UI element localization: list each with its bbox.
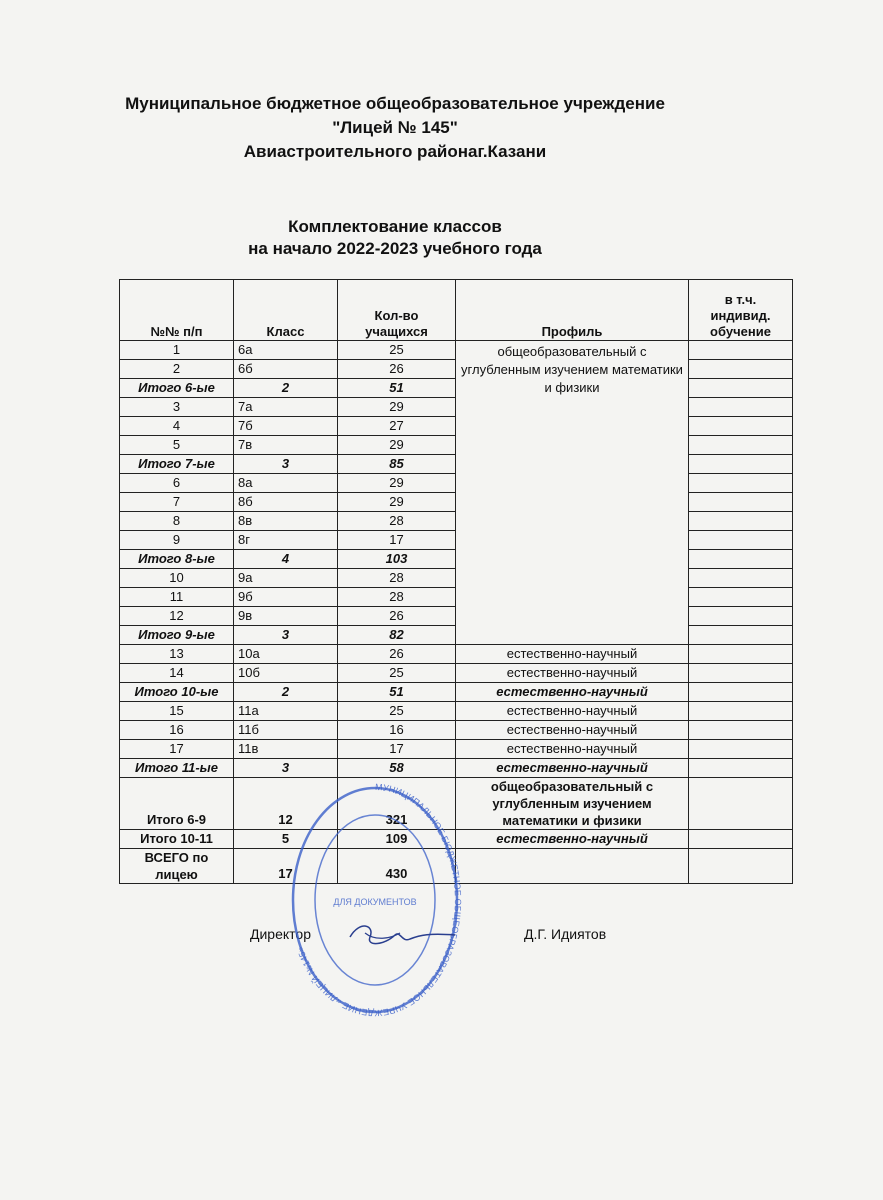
- cell-individual: [689, 398, 793, 417]
- cell-count: 28: [338, 512, 456, 531]
- cell-count: 17: [338, 531, 456, 550]
- header-individual: в т.ч. индивид. обучение: [689, 280, 793, 341]
- cell-profile: [456, 849, 689, 884]
- document-header: [0, 92, 790, 164]
- cell-class: 11а: [234, 702, 338, 721]
- cell-num: 4: [120, 417, 234, 436]
- cell-class: 7а: [234, 398, 338, 417]
- subtotal-label: Итого 11-ые: [120, 759, 234, 778]
- official-stamp-icon: [285, 780, 465, 1020]
- cell-class: 10б: [234, 664, 338, 683]
- cell-individual: [689, 683, 793, 702]
- subtotal-classes: 3: [234, 759, 338, 778]
- cell-class: 6б: [234, 360, 338, 379]
- subtotal-label: Итого 8-ые: [120, 550, 234, 569]
- cell-num: 15: [120, 702, 234, 721]
- director-label: Директор: [250, 926, 311, 942]
- cell-num: 11: [120, 588, 234, 607]
- subtotal-classes: 2: [234, 683, 338, 702]
- svg-text:ДЛЯ ДОКУМЕНТОВ: ДЛЯ ДОКУМЕНТОВ: [333, 897, 417, 907]
- subtotal-row: [120, 683, 793, 702]
- header-count: Кол-во учащихся: [338, 280, 456, 341]
- header-line-1: Муниципальное бюджетное общеобразовательное учреждение: [125, 94, 665, 113]
- subtotal-count: 51: [338, 683, 456, 702]
- subtotal-count: 85: [338, 455, 456, 474]
- cell-class: 6а: [234, 341, 338, 360]
- cell-count: 26: [338, 607, 456, 626]
- cell-count: 29: [338, 493, 456, 512]
- title-line-2: на начало 2022-2023 учебного года: [248, 239, 542, 258]
- cell-individual: [689, 493, 793, 512]
- cell-class: 9б: [234, 588, 338, 607]
- total-classes: 17: [234, 849, 338, 884]
- cell-count: 25: [338, 664, 456, 683]
- cell-individual: [689, 341, 793, 360]
- subtotal-label: Итого 6-ые: [120, 379, 234, 398]
- cell-individual: [689, 360, 793, 379]
- subtotal-classes: 4: [234, 550, 338, 569]
- cell-individual: [689, 417, 793, 436]
- cell-count: 28: [338, 569, 456, 588]
- cell-num: 12: [120, 607, 234, 626]
- cell-num: 3: [120, 398, 234, 417]
- cell-individual: [689, 759, 793, 778]
- cell-profile: естественно-научный: [456, 740, 689, 759]
- cell-individual: [689, 474, 793, 493]
- document-title: [0, 216, 790, 260]
- cell-num: 7: [120, 493, 234, 512]
- table-header-row: [120, 280, 793, 341]
- subtotal-label: Итого 9-ые: [120, 626, 234, 645]
- cell-profile: естественно-научный: [456, 702, 689, 721]
- total-label: Итого 10-11: [120, 830, 234, 849]
- cell-count: 25: [338, 702, 456, 721]
- cell-class: 8а: [234, 474, 338, 493]
- cell-count: 25: [338, 341, 456, 360]
- cell-count: 16: [338, 721, 456, 740]
- table-row: [120, 740, 793, 759]
- cell-individual: [689, 721, 793, 740]
- cell-individual: [689, 740, 793, 759]
- header-num: №№ п/п: [120, 280, 234, 341]
- table-row: [120, 721, 793, 740]
- subtotal-label: Итого 10-ые: [120, 683, 234, 702]
- cell-num: 2: [120, 360, 234, 379]
- subtotal-count: 103: [338, 550, 456, 569]
- cell-count: 26: [338, 645, 456, 664]
- cell-class: 8г: [234, 531, 338, 550]
- cell-count: 29: [338, 436, 456, 455]
- subtotal-profile: естественно-научный: [456, 683, 689, 702]
- header-line-2: "Лицей № 145": [332, 118, 458, 137]
- cell-class: 11б: [234, 721, 338, 740]
- cell-profile: естественно-научный: [456, 721, 689, 740]
- subtotal-classes: 2: [234, 379, 338, 398]
- cell-count: 27: [338, 417, 456, 436]
- cell-individual: [689, 849, 793, 884]
- cell-individual: [689, 664, 793, 683]
- table-row: [120, 341, 793, 360]
- cell-num: 5: [120, 436, 234, 455]
- total-classes: 5: [234, 830, 338, 849]
- header-class: Класс: [234, 280, 338, 341]
- cell-count: 28: [338, 588, 456, 607]
- cell-individual: [689, 512, 793, 531]
- subtotal-label: Итого 7-ые: [120, 455, 234, 474]
- profile-6-9: общеобразовательный с углубленным изучением математики и физики: [456, 341, 689, 645]
- cell-count: 29: [338, 474, 456, 493]
- cell-profile: естественно-научный: [456, 645, 689, 664]
- subtotal-classes: 3: [234, 455, 338, 474]
- subtotal-count: 82: [338, 626, 456, 645]
- cell-class: 11в: [234, 740, 338, 759]
- cell-num: 1: [120, 341, 234, 360]
- cell-class: 9в: [234, 607, 338, 626]
- total-count: 109: [338, 830, 456, 849]
- total-label: Итого 6-9: [120, 778, 234, 830]
- cell-class: 7б: [234, 417, 338, 436]
- cell-class: 7в: [234, 436, 338, 455]
- cell-individual: [689, 436, 793, 455]
- cell-individual: [689, 588, 793, 607]
- cell-num: 9: [120, 531, 234, 550]
- title-line-1: Комплектование классов: [288, 217, 502, 236]
- cell-individual: [689, 550, 793, 569]
- header-profile: Профиль: [456, 280, 689, 341]
- total-label: ВСЕГО по лицею: [120, 849, 234, 884]
- cell-num: 8: [120, 512, 234, 531]
- cell-individual: [689, 626, 793, 645]
- subtotal-count: 51: [338, 379, 456, 398]
- header-line-3: Авиастроительного районаг.Казани: [243, 142, 547, 161]
- cell-class: 9а: [234, 569, 338, 588]
- total-count: 321: [338, 778, 456, 830]
- table-row: [120, 664, 793, 683]
- director-name: Д.Г. Идиятов: [524, 926, 607, 942]
- cell-num: 17: [120, 740, 234, 759]
- cell-count: 29: [338, 398, 456, 417]
- table-row: [120, 645, 793, 664]
- signature-icon: [340, 915, 460, 955]
- total-count: 430: [338, 849, 456, 884]
- cell-individual: [689, 607, 793, 626]
- cell-individual: [689, 645, 793, 664]
- total-profile: общеобразовательный с углубленным изучением математики и физики: [456, 778, 689, 830]
- cell-individual: [689, 531, 793, 550]
- cell-num: 16: [120, 721, 234, 740]
- svg-text:МУНИЦИПАЛЬНОЕ БЮДЖЕТНОЕ ОБЩЕОБ: МУНИЦИПАЛЬНОЕ БЮДЖЕТНОЕ ОБЩЕОБРАЗОВАТЕЛЬНОЕ УЧРЕЖДЕНИЕ «ЛИЦЕЙ №145»: [294, 781, 463, 1019]
- subtotal-profile: естественно-научный: [456, 759, 689, 778]
- total-classes: 12: [234, 778, 338, 830]
- cell-num: 14: [120, 664, 234, 683]
- cell-individual: [689, 569, 793, 588]
- total-profile: естественно-научный: [456, 830, 689, 849]
- cell-individual: [689, 455, 793, 474]
- cell-count: 26: [338, 360, 456, 379]
- cell-class: 8в: [234, 512, 338, 531]
- subtotal-row: [120, 759, 793, 778]
- table-row: [120, 702, 793, 721]
- cell-count: 17: [338, 740, 456, 759]
- cell-class: 10а: [234, 645, 338, 664]
- cell-individual: [689, 830, 793, 849]
- subtotal-count: 58: [338, 759, 456, 778]
- cell-profile: естественно-научный: [456, 664, 689, 683]
- subtotal-classes: 3: [234, 626, 338, 645]
- cell-class: 8б: [234, 493, 338, 512]
- cell-num: 13: [120, 645, 234, 664]
- cell-num: 10: [120, 569, 234, 588]
- cell-individual: [689, 778, 793, 830]
- cell-individual: [689, 379, 793, 398]
- cell-num: 6: [120, 474, 234, 493]
- cell-individual: [689, 702, 793, 721]
